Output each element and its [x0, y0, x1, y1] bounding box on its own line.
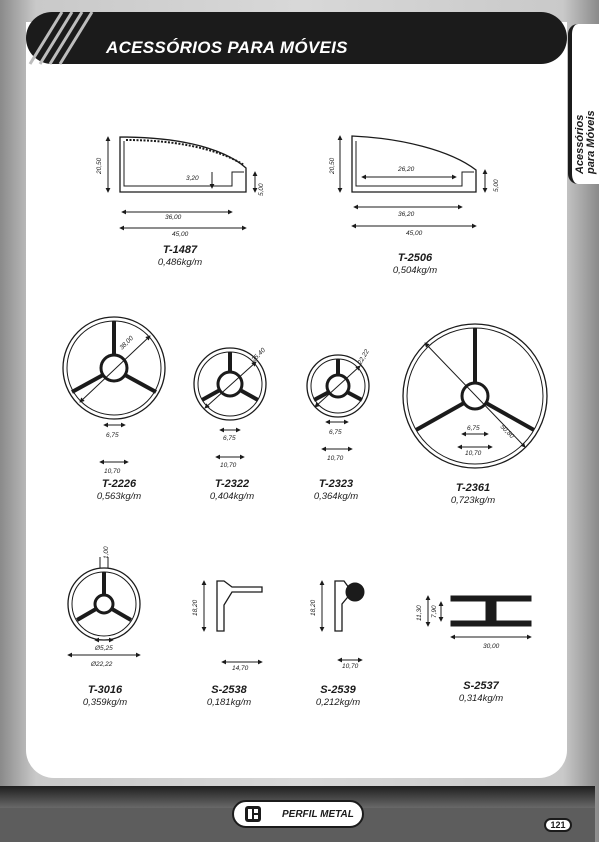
dim-t2361-diameter: 50,80 — [498, 423, 516, 440]
product-code: S-2539 — [320, 684, 356, 696]
drawing-t2361 — [403, 324, 547, 468]
product-weight: 0,404kg/m — [209, 491, 255, 502]
dim-t2226-outer: 10,70 — [104, 468, 121, 475]
drawing-s2539 — [322, 581, 364, 660]
product-code: T-2226 — [101, 478, 137, 490]
dim-t2506-width: 45,00 — [406, 230, 423, 237]
drawing-t3016 — [68, 557, 140, 655]
brand-badge — [232, 800, 364, 828]
dim-t2323-hub: 6,75 — [329, 429, 342, 436]
drawing-s2538 — [204, 581, 262, 662]
product-code: T-2323 — [318, 478, 354, 490]
dim-t3016-diameter: Ø22,22 — [91, 661, 113, 668]
dim-s2538-width: 14,70 — [232, 665, 249, 672]
side-tab-label: Acessórios para Móveis — [574, 110, 597, 174]
dim-t2322-outer: 10,70 — [220, 462, 237, 469]
page-number: 121 — [544, 818, 572, 832]
product-weight: 0,212kg/m — [315, 697, 361, 708]
dim-t1487-lip: 3,20 — [186, 175, 199, 182]
dim-s2539-width: 10,70 — [342, 663, 359, 670]
product-weight: 0,486kg/m — [157, 257, 203, 268]
product-code: T-2322 — [214, 478, 250, 490]
dim-t1487-width: 45,00 — [172, 231, 189, 238]
dim-t3016-hub: Ø5,25 — [95, 645, 113, 652]
dim-t2361-outer: 10,70 — [465, 450, 482, 457]
dim-s2537-web: 7,90 — [431, 605, 438, 618]
product-code: T-3016 — [87, 684, 123, 696]
dim-t2506-height: 20,50 — [329, 157, 336, 174]
product-weight: 0,723kg/m — [450, 495, 496, 506]
brand-logo-icon — [244, 805, 262, 823]
page-title: ACESSÓRIOS PARA MÓVEIS — [106, 38, 348, 57]
dim-t1487-height: 20,50 — [96, 157, 103, 174]
product-weight: 0,504kg/m — [392, 265, 438, 276]
dim-s2538-height: 18,20 — [192, 599, 199, 616]
dim-t2322-diameter: 25,40 — [250, 346, 267, 364]
dim-t3016-rib: 1,00 — [103, 546, 110, 559]
product-weight: 0,563kg/m — [96, 491, 142, 502]
dim-s2537-width: 30,00 — [483, 643, 500, 650]
dim-t2361-hub: 6,75 — [467, 425, 480, 432]
drawing-s2537 — [428, 596, 531, 637]
product-weight: 0,359kg/m — [82, 697, 128, 708]
product-code: T-2506 — [397, 252, 433, 264]
dim-t2506-top: 26,20 — [398, 166, 415, 173]
dim-t2323-outer: 10,70 — [327, 455, 344, 462]
dim-s2539-height: 18,20 — [310, 599, 317, 616]
dim-s2537-height: 11,30 — [416, 605, 423, 621]
dim-t2226-diameter: 38,00 — [118, 334, 135, 352]
dim-t2506-slot: 5,00 — [493, 179, 500, 192]
brand-name: PERFIL METAL — [282, 809, 354, 820]
product-weight: 0,314kg/m — [458, 693, 504, 704]
product-code: S-2538 — [211, 684, 247, 696]
product-weight: 0,181kg/m — [206, 697, 252, 708]
product-code: S-2537 — [463, 680, 499, 692]
dim-t2323-diameter: 22,22 — [356, 348, 371, 366]
product-code: T-1487 — [162, 244, 198, 256]
drawing-t1487 — [108, 137, 255, 228]
dim-t1487-slot: 5,00 — [258, 183, 265, 196]
product-weight: 0,364kg/m — [313, 491, 359, 502]
drawing-t2226 — [63, 317, 165, 462]
dim-t1487-inner: 36,00 — [165, 214, 182, 221]
product-code: T-2361 — [455, 482, 491, 494]
dim-t2322-hub: 6,75 — [223, 435, 236, 442]
dim-t2506-inner: 36,20 — [398, 211, 415, 218]
dimension-labels — [90, 157, 515, 672]
dim-t2226-hub: 6,75 — [106, 432, 119, 439]
